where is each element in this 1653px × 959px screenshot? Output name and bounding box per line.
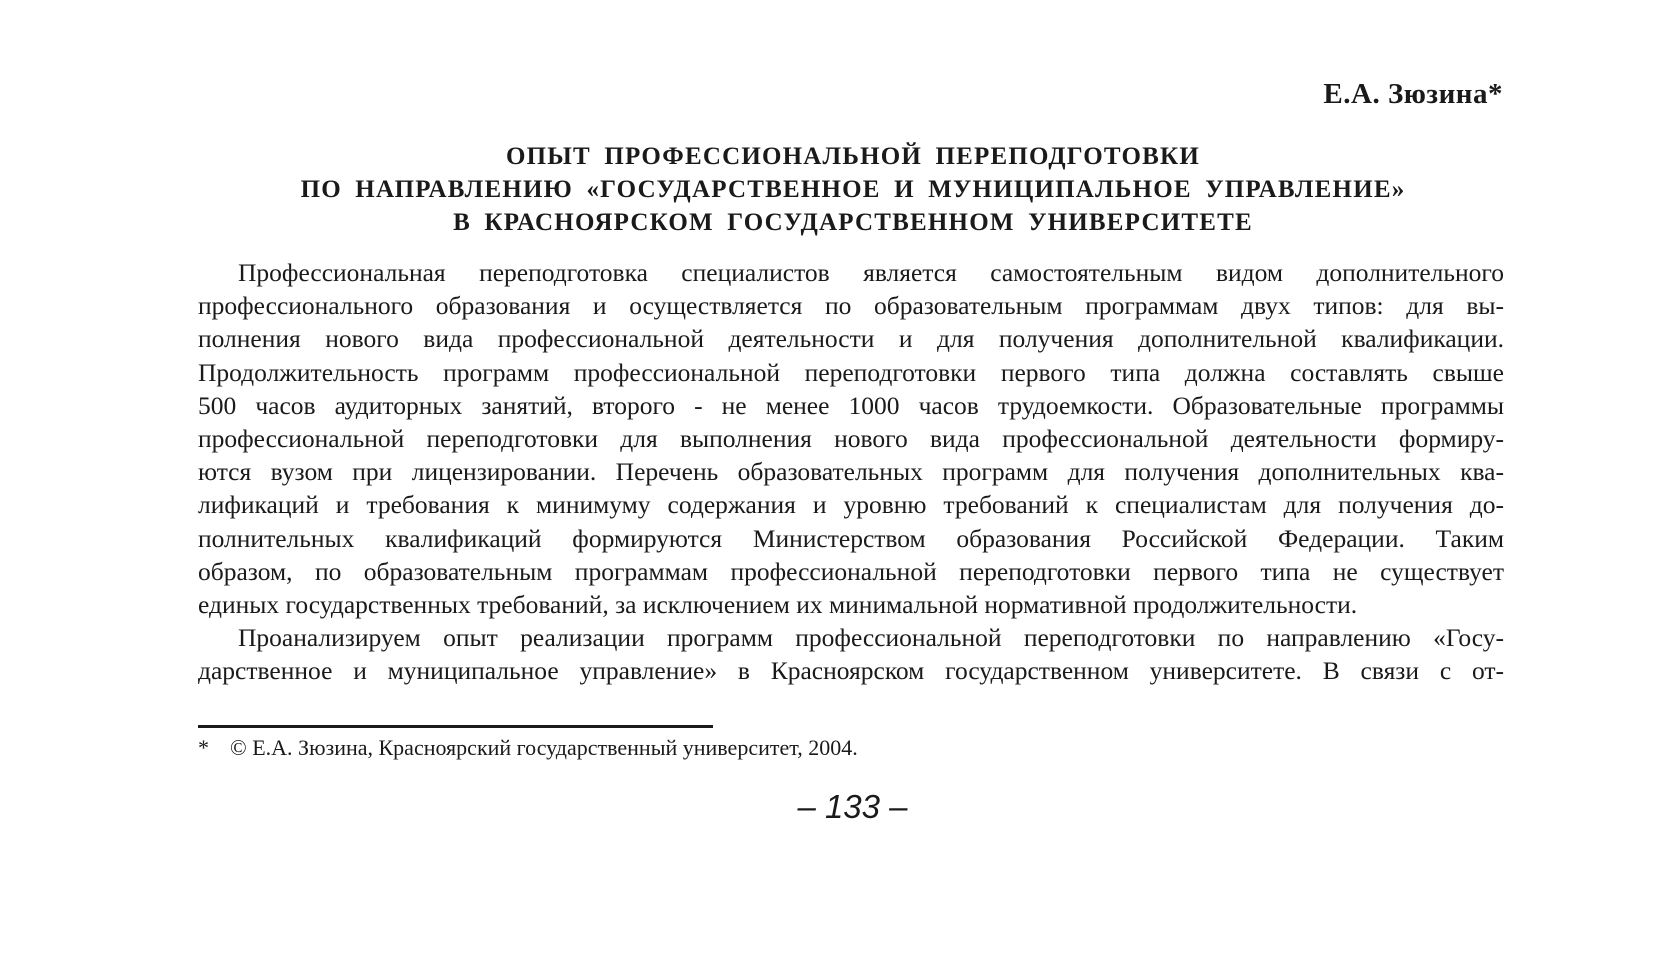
- footnote-mark: *: [198, 735, 209, 760]
- footnote: [198, 733, 858, 763]
- author-name: Е.А. Зюзина*: [1323, 78, 1503, 110]
- paragraph-line: профессиональной переподготовки для выполнения нового вида профессиональной деятельности формиру-: [198, 423, 1504, 453]
- footnote-divider: [198, 725, 713, 728]
- paragraph-line: единых государственных требований, за исключением их минимальной нормативной продолжительности.: [198, 589, 1358, 619]
- article-title: [198, 140, 1508, 239]
- title-line: ОПЫТ ПРОФЕССИОНАЛЬНОЙ ПЕРЕПОДГОТОВКИ: [506, 143, 1200, 170]
- paragraph-line: ются вузом при лицензировании. Перечень образовательных программ для получения дополнительных ква-: [198, 457, 1504, 487]
- paragraph-line: образом, по образовательным программам профессиональной переподготовки первого типа не существует: [198, 556, 1504, 586]
- paragraph-line: 500 часов аудиторных занятий, второго - не менее 1000 часов трудоемкости. Образовательные программы: [198, 390, 1504, 420]
- page-number: – 133 –: [797, 788, 908, 825]
- paragraph-line: дарственное и муниципальное управление» в Красноярском государственном университете. В связи с от-: [198, 656, 1504, 686]
- title-line: ПО НАПРАВЛЕНИЮ «ГОСУДАРСТВЕННОЕ И МУНИЦИПАЛЬНОЕ УПРАВЛЕНИЕ»: [300, 176, 1406, 203]
- paragraph-line: Продолжительность программ профессиональной переподготовки первого типа должна составлять свыше: [198, 357, 1504, 387]
- title-line: В КРАСНОЯРСКОМ ГОСУДАРСТВЕННОМ УНИВЕРСИТЕТЕ: [453, 209, 1253, 236]
- article-body: [198, 256, 1504, 687]
- paragraph-line: Проанализируем опыт реализации программ профессиональной переподготовки по направлению «Госу-: [238, 623, 1504, 653]
- paragraph-line: полнительных квалификаций формируются Министерством образования Российской Федерации. Таким: [198, 523, 1504, 553]
- footnote-text: © Е.А. Зюзина, Красноярский государственный университет, 2004.: [230, 735, 858, 760]
- paragraph-line: профессионального образования и осуществляется по образовательным программам двух типов: для вы-: [198, 291, 1504, 321]
- paragraph-line: полнения нового вида профессиональной деятельности и для получения дополнительной квалификации.: [198, 324, 1504, 354]
- paragraph-line: лификаций и требования к минимуму содержания и уровню требований к специалистам для получения до-: [198, 490, 1504, 520]
- paragraph-line: Профессиональная переподготовка специалистов является самостоятельным видом дополнительного: [238, 258, 1504, 287]
